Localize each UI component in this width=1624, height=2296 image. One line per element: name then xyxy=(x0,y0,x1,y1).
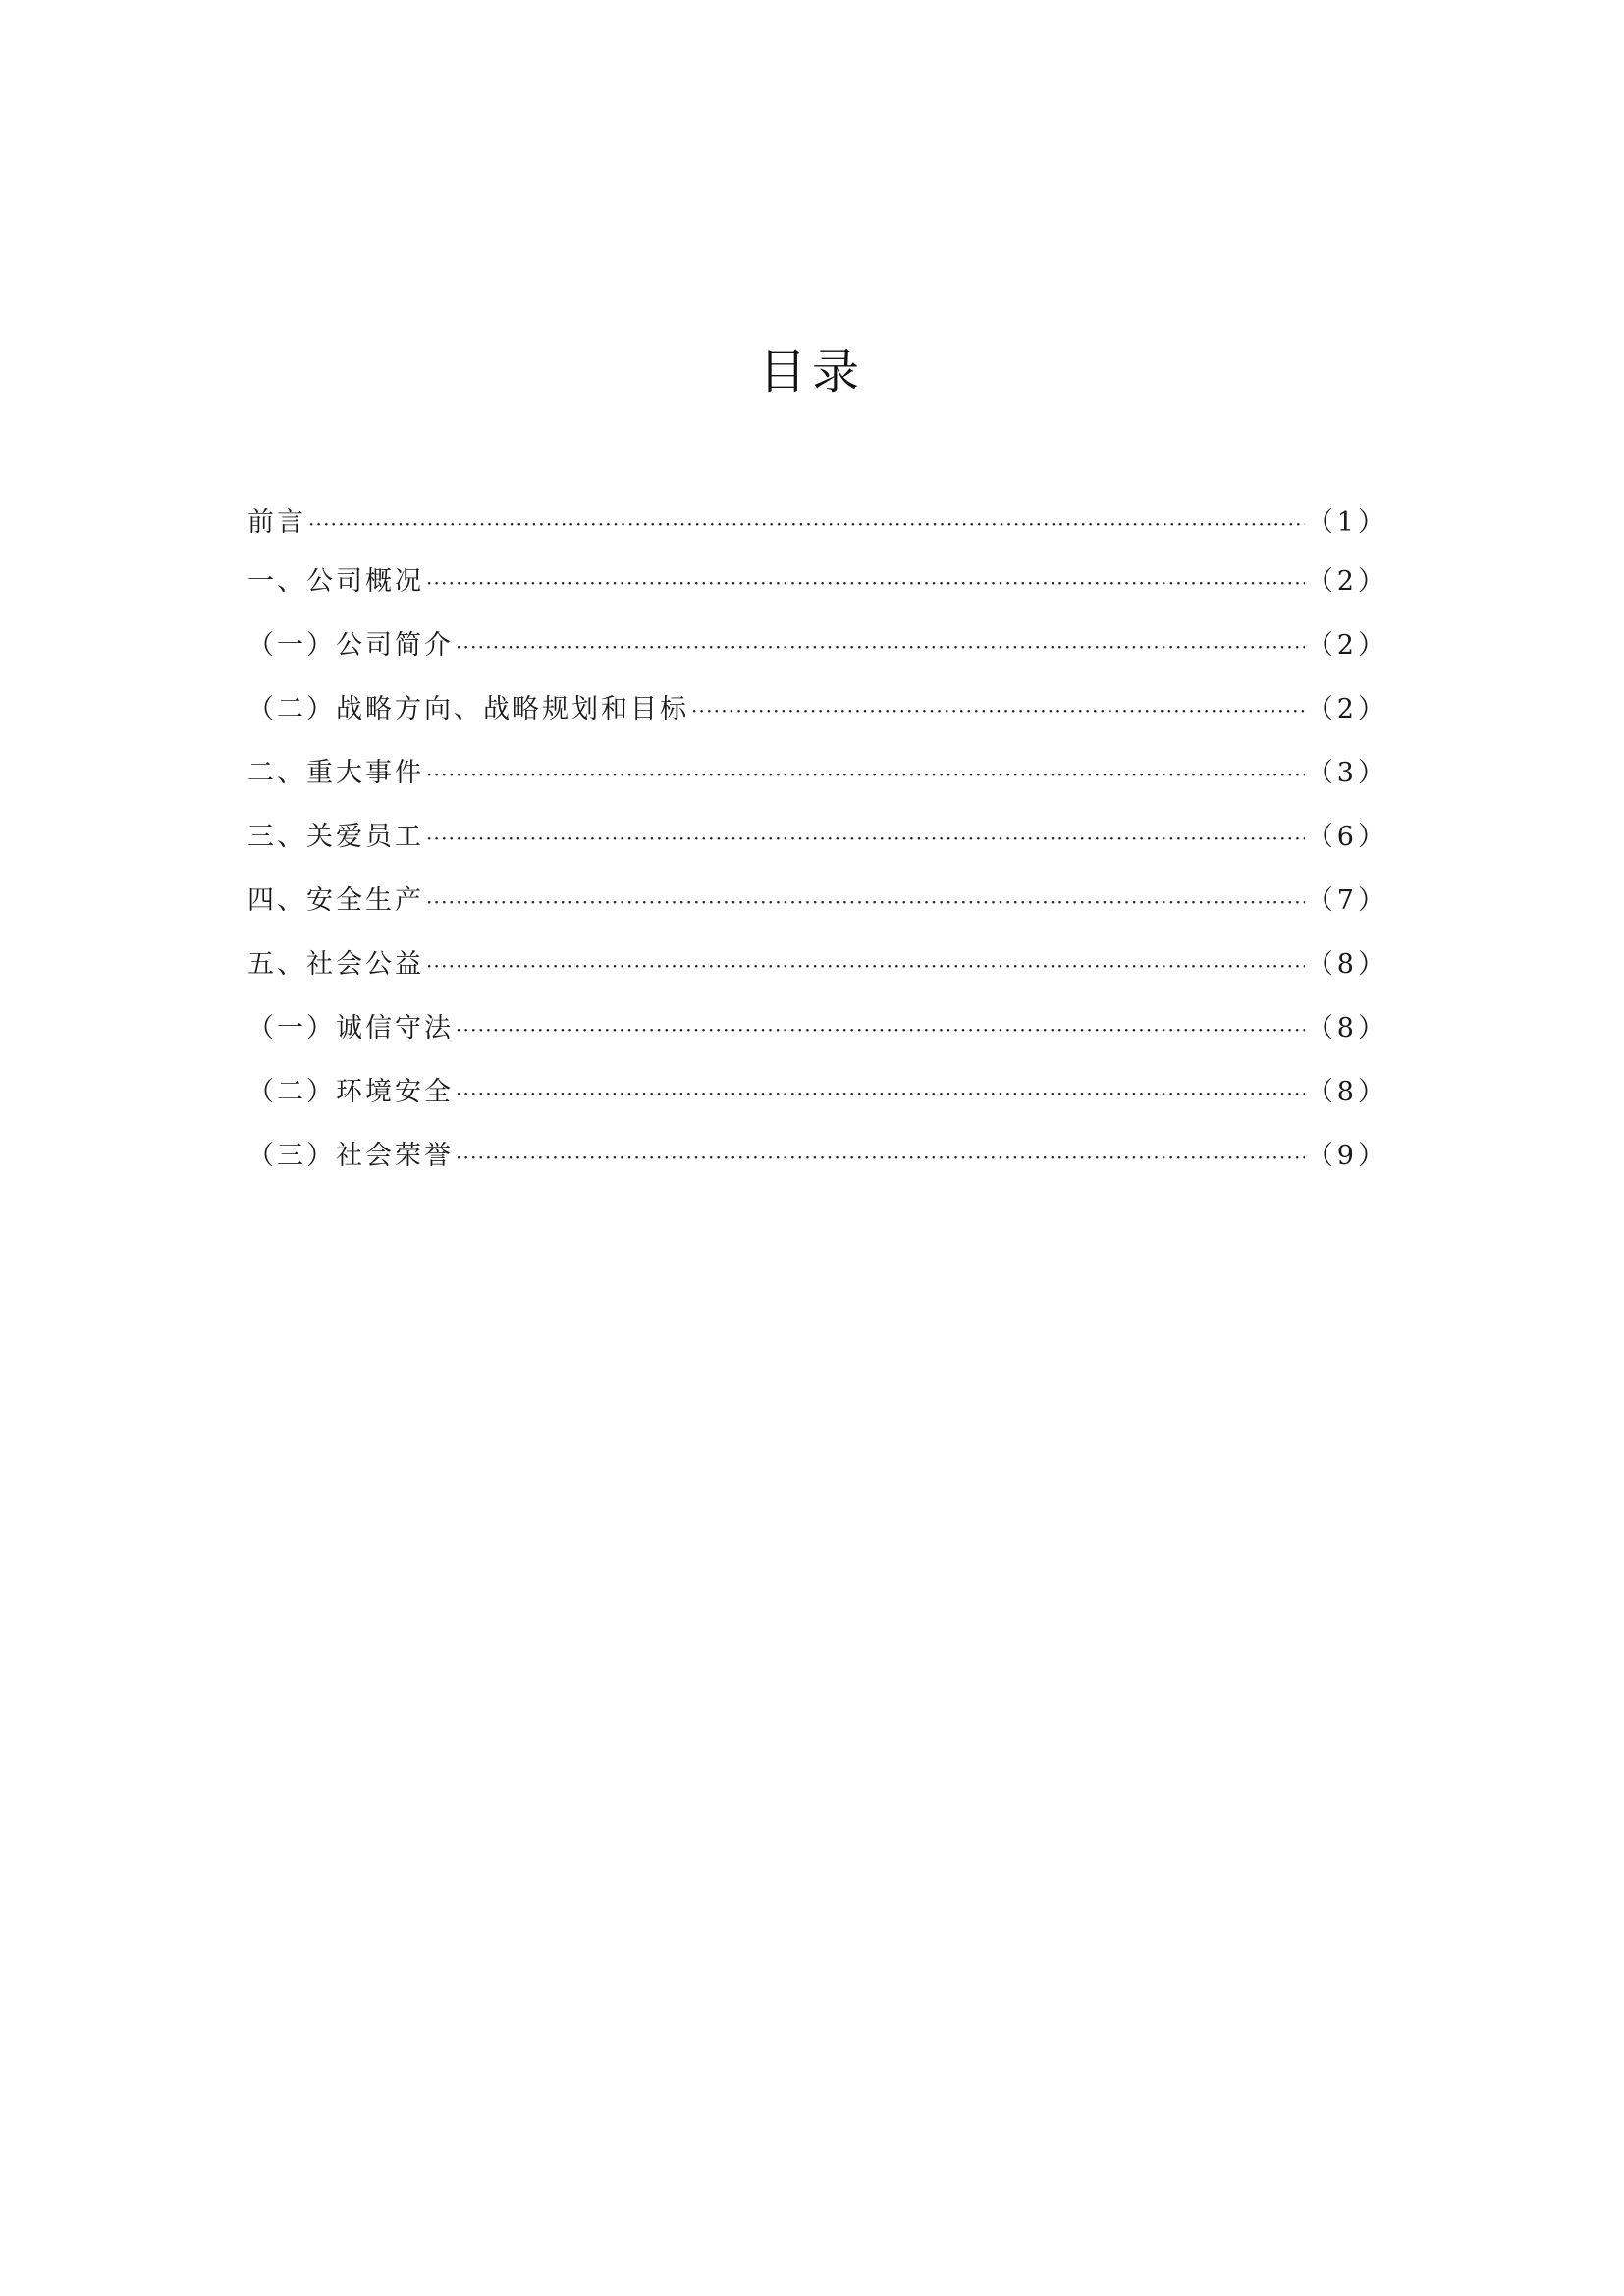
toc-leader-dots xyxy=(308,498,1305,552)
toc-entry-label: （二）环境安全 xyxy=(247,1077,454,1107)
toc-entry-strategy[interactable] xyxy=(247,677,1388,741)
toc-entry-label: 三、关爱员工 xyxy=(247,822,424,852)
table-of-contents xyxy=(247,496,1388,1188)
toc-entry-page: （8） xyxy=(1306,1077,1388,1107)
toc-entry-preface[interactable] xyxy=(247,496,1388,550)
toc-entry-page: （6） xyxy=(1306,822,1388,852)
toc-leader-dots xyxy=(691,679,1305,743)
toc-entry-major-events[interactable] xyxy=(247,741,1388,805)
toc-entry-environmental-safety[interactable] xyxy=(247,1060,1388,1124)
toc-entry-company-profile[interactable] xyxy=(247,614,1388,677)
toc-entry-label: （一）诚信守法 xyxy=(247,1013,454,1043)
toc-entry-company-overview[interactable] xyxy=(247,550,1388,614)
toc-entry-public-welfare[interactable] xyxy=(247,933,1388,996)
toc-entry-label: 前言 xyxy=(247,507,306,538)
toc-leader-dots xyxy=(426,807,1305,871)
toc-entry-page: （2） xyxy=(1306,630,1388,661)
toc-entry-label: 二、重大事件 xyxy=(247,758,424,788)
toc-leader-dots xyxy=(456,1126,1305,1190)
toc-entry-production-safety[interactable] xyxy=(247,869,1388,933)
toc-entry-label: 四、安全生产 xyxy=(247,885,424,916)
toc-entry-label: 一、公司概况 xyxy=(247,566,424,597)
toc-entry-social-honors[interactable] xyxy=(247,1124,1388,1188)
page-title: 目录 xyxy=(758,345,865,400)
toc-leader-dots xyxy=(456,615,1305,679)
toc-entry-label: （三）社会荣誉 xyxy=(247,1141,454,1171)
toc-leader-dots xyxy=(426,934,1305,998)
toc-leader-dots xyxy=(426,552,1305,615)
toc-leader-dots xyxy=(456,998,1305,1062)
toc-leader-dots xyxy=(456,1062,1305,1126)
toc-entry-label: （一）公司简介 xyxy=(247,630,454,661)
toc-entry-employee-care[interactable] xyxy=(247,805,1388,869)
toc-entry-page: （8） xyxy=(1306,949,1388,980)
toc-entry-page: （2） xyxy=(1306,566,1388,597)
toc-entry-label: 五、社会公益 xyxy=(247,949,424,980)
toc-entry-page: （1） xyxy=(1306,507,1388,538)
toc-entry-page: （7） xyxy=(1306,885,1388,916)
toc-entry-page: （2） xyxy=(1306,694,1388,724)
toc-entry-label: （二）战略方向、战略规划和目标 xyxy=(247,694,689,724)
toc-leader-dots xyxy=(426,871,1305,934)
toc-leader-dots xyxy=(426,743,1305,807)
toc-entry-page: （3） xyxy=(1306,758,1388,788)
toc-entry-page: （9） xyxy=(1306,1141,1388,1171)
toc-entry-integrity[interactable] xyxy=(247,996,1388,1060)
toc-entry-page: （8） xyxy=(1306,1013,1388,1043)
